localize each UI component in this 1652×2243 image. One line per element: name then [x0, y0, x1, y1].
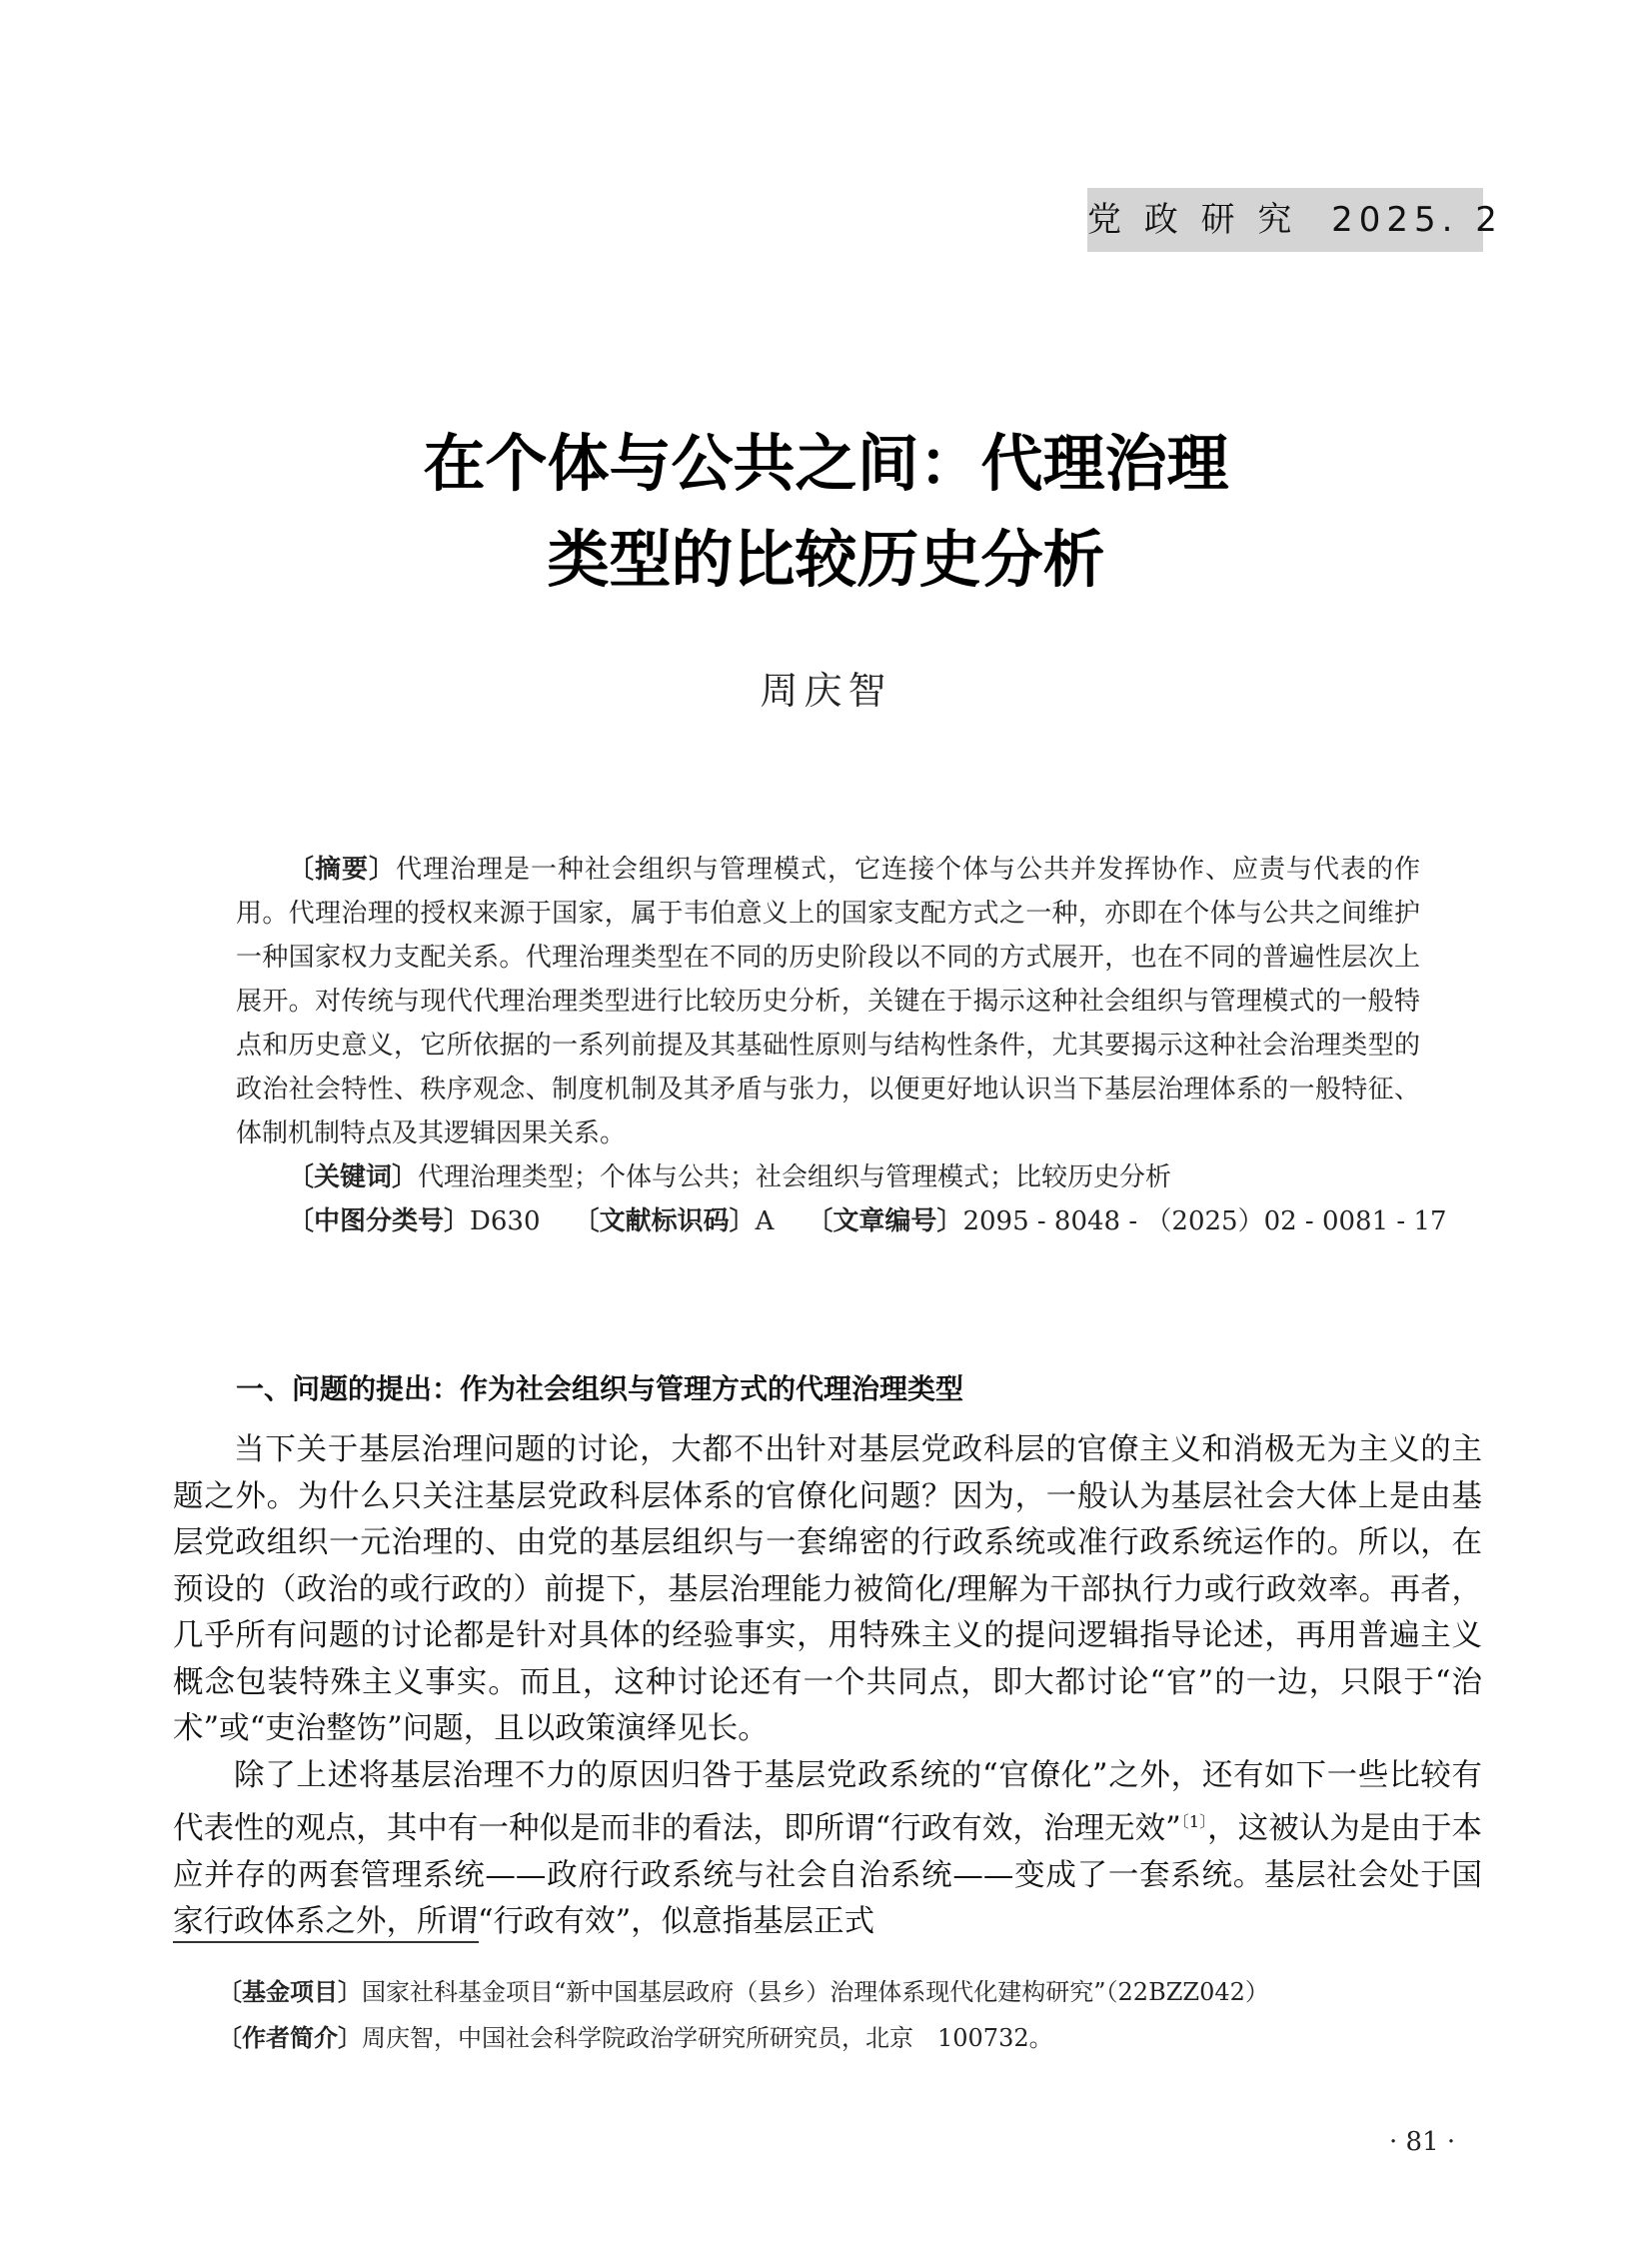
clc-label: 〔中图分类号〕 — [288, 1206, 471, 1236]
abstract-block — [236, 848, 1447, 1243]
issue-number: 2025. 2 — [1331, 200, 1503, 240]
page-number: · 81 · — [1389, 2127, 1456, 2157]
keywords-line — [236, 1155, 1420, 1199]
abstract-label: 〔摘要〕 — [288, 855, 396, 885]
doc-code-label: 〔文献标识码〕 — [573, 1206, 756, 1236]
classification-line — [236, 1199, 1447, 1243]
journal-issue-tag — [1087, 188, 1503, 252]
paragraph-2-text-start: 除了上述将基层治理不力的原因归咎于基层党政系统的“官僚化”之外，还有如下一些比较有代表性的观点，其中有一种似是而非的看法，即所谓“行政有效，治理无效” — [173, 1757, 1482, 1847]
body-paragraph-1: 当下关于基层治理问题的讨论，大都不出针对基层党政科层的官僚主义和消极无为主义的主题之外。为什么只关注基层党政科层体系的官僚化问题？因为，一般认为基层社会大体上是由基层党政组织一元治理的、由党的基层组织与一套绵密的行政系统或准行政系统运作的。所以，在预设的（政治的或行政的）前提下，基层治理能力被简化/理解为干部执行力或行政效率。再者，几乎所有问题的讨论都是针对具体的经验事实，用特殊主义的提问逻辑指导论述，再用普遍主义概念包装特殊主义事实。而且，这种讨论还有一个共同点，即大都讨论“官”的一边，只限于“治术”或“吏治整饬”问题，且以政策演绎见长。 — [173, 1432, 1482, 1746]
keywords-text: 代理治理类型；个体与公共；社会组织与管理模式；比较历史分析 — [418, 1162, 1172, 1192]
clc-value: D630 — [470, 1206, 541, 1236]
author-footnote — [218, 2015, 1269, 2061]
body-text — [173, 1427, 1482, 1946]
doc-code-value: A — [755, 1206, 775, 1236]
abstract-text: 代理治理是一种社会组织与管理模式，它连接个体与公共并发挥协作、应责与代表的作用。代理治理的授权来源于国家，属于韦伯意义上的国家支配方式之一种，亦即在个体与公共之间维护一种国家权力支配关系。代理治理类型在不同的历史阶段以不同的方式展开，也在不同的普遍性层次上展开。对传统与现代代理治理类型进行比较历史分析，关键在于揭示这种社会组织与管理模式的一般特点和历史意义，它所依据的一系列前提及其基础性原则与结构性条件，尤其要揭示这种社会治理类型的政治社会特性、秩序观念、制度机制及其矛盾与张力，以便更好地认识当下基层治理体系的一般特征、体制机制特点及其逻辑因果关系。 — [236, 855, 1420, 1148]
author-bio-label: 〔作者简介〕 — [218, 2024, 362, 2052]
fund-text: 国家社科基金项目“新中国基层政府（县乡）治理体系现代化建构研究”（22BZZ042） — [362, 1978, 1269, 2006]
keywords-label: 〔关键词〕 — [288, 1162, 419, 1192]
body-paragraph-2 — [173, 1753, 1482, 1946]
fund-footnote — [218, 1969, 1269, 2015]
footnote-divider — [173, 1941, 479, 1943]
journal-name: 党 政 研 究 — [1087, 200, 1298, 240]
footnotes — [218, 1969, 1269, 2061]
section-heading: 一、问题的提出：作为社会组织与管理方式的代理治理类型 — [236, 1372, 964, 1405]
abstract-paragraph — [236, 848, 1420, 1155]
author-name: 周庆智 — [760, 669, 892, 713]
article-number-value: 2095 - 8048 - （2025）02 - 0081 - 17 — [962, 1206, 1447, 1236]
author-bio-text: 周庆智，中国社会科学院政治学研究所研究员，北京 100732。 — [362, 2024, 1053, 2052]
paragraph-2-text-end: ，这被认为是由于本应并存的两套管理系统——政府行政系统与社会自治系统——变成了一套系统。基层社会处于国家行政体系之外，所谓“行政有效”，似意指基层正式 — [173, 1811, 1483, 1940]
title-line-2: 类型的比较历史分析 — [547, 523, 1105, 596]
fund-label: 〔基金项目〕 — [218, 1978, 362, 2006]
citation-reference[interactable]: 〔1〕 — [1180, 1812, 1208, 1831]
article-title — [0, 416, 1652, 608]
article-number-label: 〔文章编号〕 — [807, 1206, 963, 1236]
title-line-1: 在个体与公共之间：代理治理 — [423, 427, 1229, 500]
